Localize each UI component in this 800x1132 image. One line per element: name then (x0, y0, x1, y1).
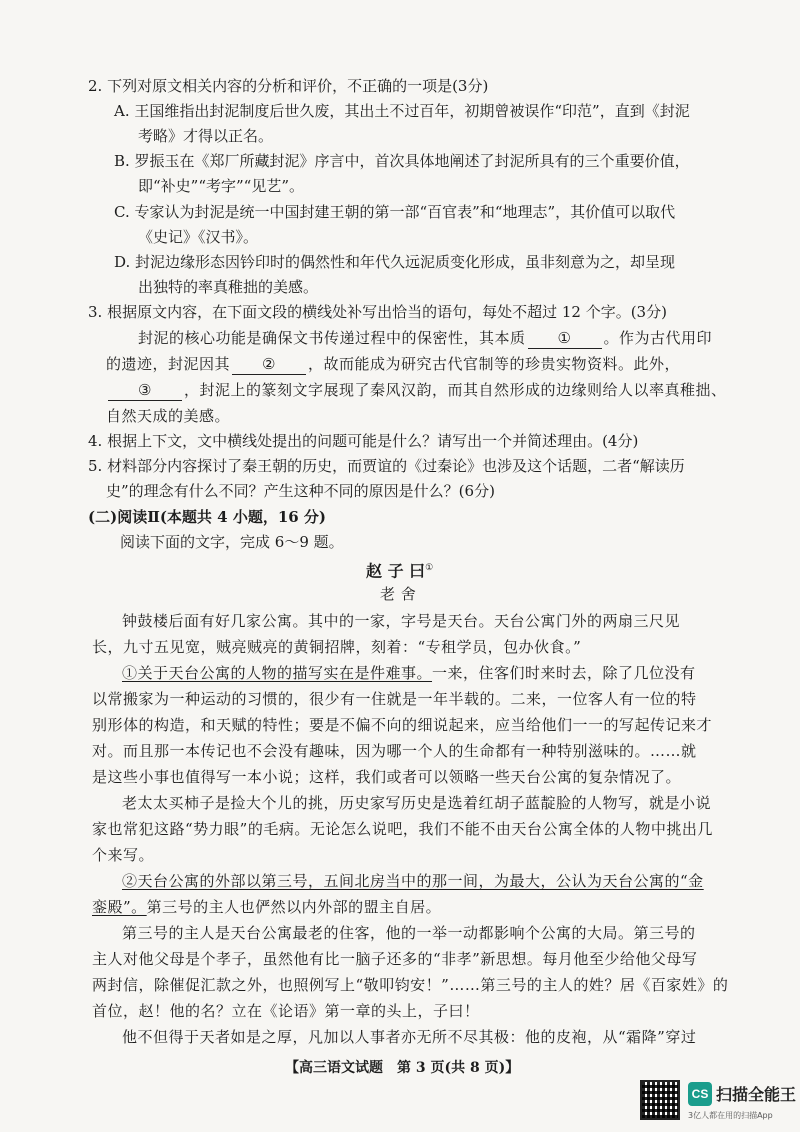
article-p2-line4: 对。而且那一本传记也不会没有趣味，因为哪一个人的生命都有一种特别滋味的。……就 (92, 742, 697, 760)
article-p3-line2: 家也常犯这路“势力眼”的毛病。无论怎么说吧，我们不能不由天台公寓全体的人物中挑出几 (92, 820, 713, 838)
underlined-sentence-2-line2: 銮殿”。 (92, 898, 147, 916)
article-author: 老 舍 (380, 585, 417, 603)
q2-option-a-line2: 考略》才得以正名。 (138, 127, 274, 145)
q3-paragraph-line2 (106, 354, 680, 375)
article-p5-line2: 主人对他父母是个孝子，虽然他有比一脑子还多的“非孝”新思想。每月他至少给他父母写 (92, 950, 698, 968)
q3-text: ，封泥上的篆刻文字展现了秦风汉韵，而其自然形成的边缘则给人以率真稚拙、 (184, 381, 727, 399)
q3-stem: 3. 根据原文内容，在下面文段的横线处补写出恰当的语句，每处不超过 12 个字。(3分) (88, 303, 667, 321)
article-p2-line1 (122, 663, 696, 683)
article-p5-line1: 第三号的主人是天台公寓最老的住客，他的一举一动都影响个公寓的大局。第三号的 (122, 924, 696, 942)
article-p4-line2 (92, 897, 441, 917)
q2-option-b-line2: 即“补史”“考字”“见艺”。 (138, 177, 305, 195)
q2-option-b-line1: B. 罗振玉在《郑厂所藏封泥》序言中，首次具体地阐述了封泥所具有的三个重要价值， (114, 152, 690, 170)
article-title-note: ① (425, 563, 434, 573)
article-p3-line1: 老太太买柿子是捡大个儿的挑，历史家写历史是选着红胡子蓝靛脸的人物写，就是小说 (122, 794, 712, 812)
underlined-sentence-1: ①关于天台公寓的人物的描写实在是件难事。 (122, 664, 433, 682)
watermark-tagline: 3亿人都在用的扫描App (688, 1111, 773, 1120)
q3-paragraph-line4: 自然天成的美感。 (106, 407, 231, 425)
q3-text: 的遗迹，封泥因其 (106, 355, 231, 373)
article-title-text: 赵 子 曰 (366, 561, 426, 581)
article-p3-line3: 个来写。 (92, 846, 155, 864)
q4-stem: 4. 根据上下文，文中横线处提出的问题可能是什么？请写出一个并简述理由。(4分) (88, 432, 639, 450)
q3-blank-2: ② (232, 354, 306, 375)
page-footer: 【高三语文试题 第 3 页(共 8 页)】 (285, 1060, 520, 1076)
article-text: 一来，住客们时来时去，除了几位没有 (432, 664, 696, 682)
article-p5-line3: 两封信，除催促汇款之外，也照例写上“敬叩钧安！”……第三号的主人的姓？居《百家姓》的 (92, 976, 729, 994)
q2-option-c-line2: 《史记》《汉书》。 (138, 228, 259, 246)
section-2-title: (二)阅读Ⅱ(本题共 4 小题，16 分) (88, 508, 327, 526)
q3-blank-3: ③ (108, 380, 182, 401)
article-p2-line2: 以常搬家为一种运动的习惯的，很少有一住就是一年半载的。二来，一位客人有一位的特 (92, 690, 697, 708)
article-p1-line2: 长，九寸五见宽，贼亮贼亮的黄铜招牌，刻着：“专租学员，包办伙食。” (92, 638, 582, 656)
camscanner-logo-icon: CS (688, 1082, 712, 1106)
q3-text: 封泥的核心功能是确保文书传递过程中的保密性，其本质 (138, 329, 526, 347)
q5-stem-line2: 史”的理念有什么不同？产生这种不同的原因是什么？(6分) (106, 482, 495, 500)
q2-option-a-line1: A. 王国维指出封泥制度后世久废，其出土不过百年，初期曾被误作“印范”，直到《封泥 (114, 102, 690, 120)
underlined-sentence-2-line1: ②天台公寓的外部以第三号，五间北房当中的那一间，为最大，公认为天台公寓的“金 (122, 872, 704, 890)
q3-blank-1: ① (528, 328, 602, 349)
q3-text: ，故而能成为研究古代官制等的珍贵实物资料。此外， (308, 355, 681, 373)
article-p1-line1: 钟鼓楼后面有好几家公寓。其中的一家，字号是天台。天台公寓门外的两扇三尺见 (122, 612, 681, 630)
article-p5-line4: 首位，赵！他的名？立在《论语》第一章的头上，子曰！ (92, 1002, 480, 1020)
q3-paragraph-line1 (138, 328, 712, 349)
watermark-brand: 扫描全能王 (716, 1085, 797, 1104)
article-text: 第三号的主人也俨然以内外部的盟主自居。 (146, 898, 442, 916)
q5-stem-line1: 5. 材料部分内容探讨了秦王朝的历史，而贾谊的《过秦论》也涉及这个话题，二者“解读历 (88, 457, 685, 475)
scanner-watermark (640, 1080, 797, 1124)
q3-paragraph-line3 (106, 380, 727, 401)
article-title (366, 558, 433, 581)
section-2-instruction: 阅读下面的文字，完成 6～9 题。 (120, 533, 344, 551)
q3-text: 。作为古代用印 (603, 329, 713, 347)
article-p6-line1: 他不但得于天者如是之厚，凡加以人事者亦无所不尽其极：他的皮袍，从“霜降”穿过 (122, 1028, 697, 1046)
qr-code-icon (640, 1080, 680, 1120)
article-p2-line3: 别形体的构造，和天赋的特性；要是不偏不向的细说起来，应当给他们一一的写起传记来才 (92, 716, 713, 734)
q2-option-d-line2: 出独特的率真稚拙的美感。 (138, 278, 319, 296)
q2-stem: 2. 下列对原文相关内容的分析和评价，不正确的一项是(3分) (88, 77, 489, 95)
q2-option-d-line1: D. 封泥边缘形态因钤印时的偶然性和年代久远泥质变化形成，虽非刻意为之，却呈现 (114, 253, 676, 271)
q2-option-c-line1: C. 专家认为封泥是统一中国封建王朝的第一部“百官表”和“地理志”，其价值可以取代 (114, 203, 676, 221)
article-p2-line5: 是这些小事也值得写一本小说；这样，我们或者可以领略一些天台公寓的复杂情况了。 (92, 768, 682, 786)
